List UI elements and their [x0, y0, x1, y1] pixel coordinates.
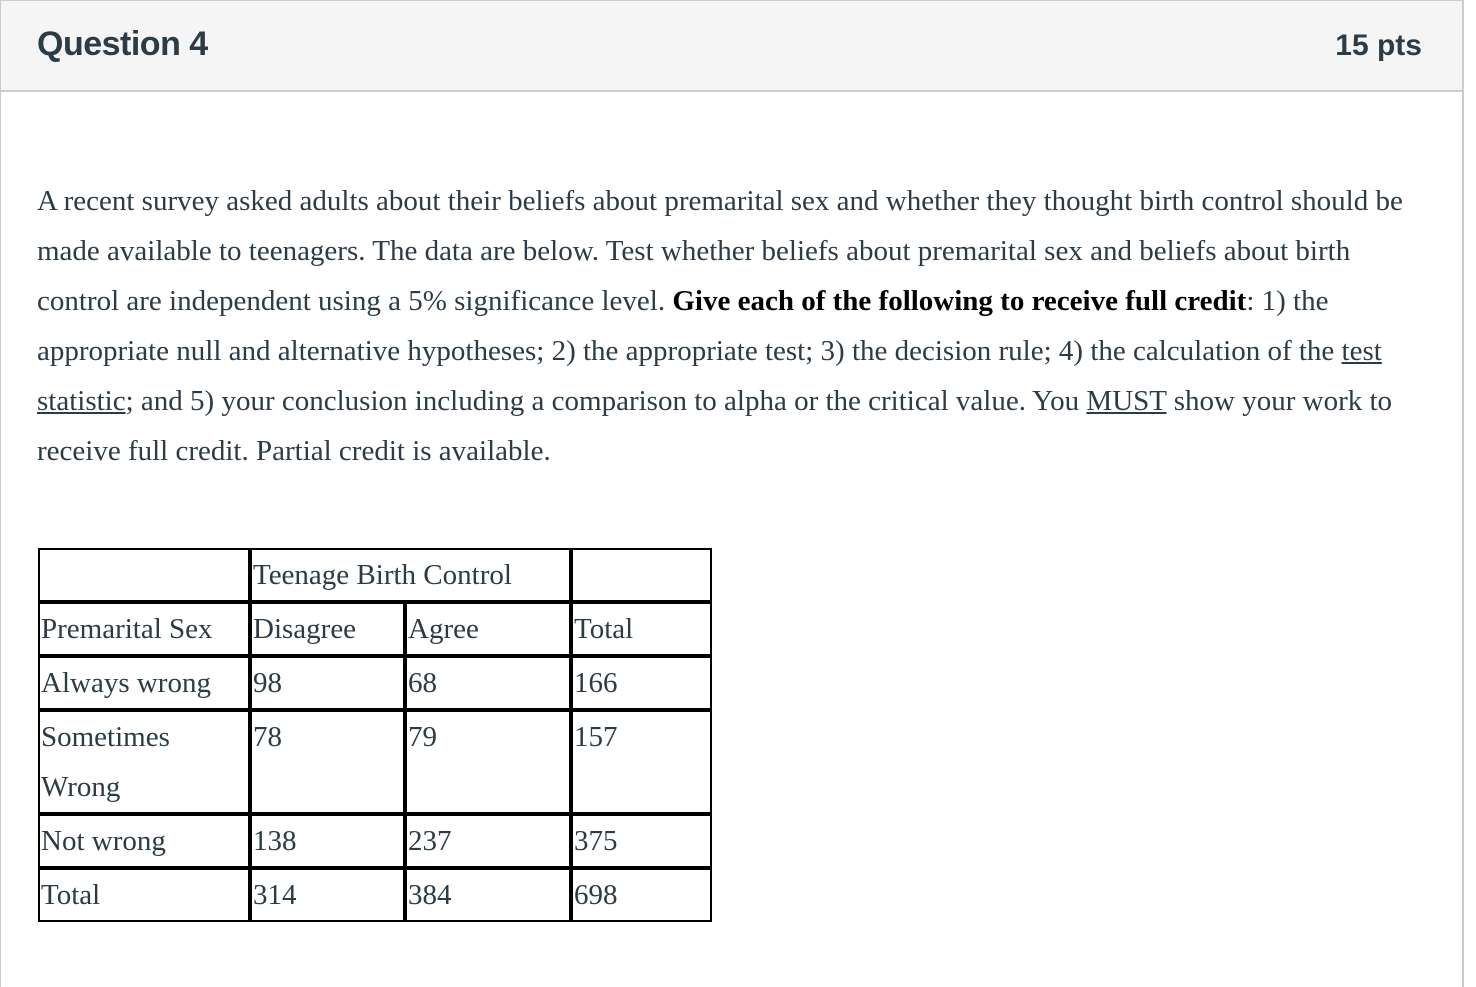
table-row [38, 868, 712, 922]
table-cell: 698 [571, 868, 712, 922]
table-cell: 68 [405, 656, 571, 710]
question-points: 15 pts [1335, 29, 1422, 62]
table-empty-cell [38, 548, 250, 602]
table-row [38, 814, 712, 868]
table-cell: 375 [571, 814, 712, 868]
table-empty-cell [571, 548, 712, 602]
table-row [38, 656, 712, 710]
prompt-underline-must: MUST [1086, 385, 1167, 417]
table-header-cell: Total [571, 602, 712, 656]
table-header-cell: Premarital Sex [38, 602, 250, 656]
contingency-table [38, 548, 712, 922]
table-cell: Total [38, 868, 250, 922]
prompt-text-3: ; and 5) your conclusion including a comparison to alpha or the critical value. You [125, 385, 1087, 417]
prompt-text-1: A recent survey asked adults about their beliefs about premarital sex and whether they thought birth control should be made available to teenagers. The data are below. Test whether beliefs about premarital sex and beliefs about birth control are independent using a 5% significance level. [37, 185, 1403, 317]
table-cell: 166 [571, 656, 712, 710]
table-cell: 78 [250, 710, 405, 814]
table-cell: 314 [250, 868, 405, 922]
question-prompt [37, 176, 1432, 476]
table-cell: Always wrong [38, 656, 250, 710]
table-cell: 157 [571, 710, 712, 814]
table-cell: Not wrong [38, 814, 250, 868]
prompt-text-2: : 1) the appropriate null and alternative hypotheses; 2) the appropriate test; 3) the decision rule; 4) the calculation of the [37, 285, 1342, 367]
table-cell: 237 [405, 814, 571, 868]
table-cell: 384 [405, 868, 571, 922]
table-group-header: Teenage Birth Control [250, 548, 571, 602]
prompt-bold: Give each of the following to receive full credit [672, 285, 1247, 317]
prompt-underline-test-statistic: test statistic [37, 335, 1382, 417]
table-header-cell: Disagree [250, 602, 405, 656]
question-title: Question 4 [37, 25, 208, 63]
table-cell: 79 [405, 710, 571, 814]
question-header [1, 1, 1462, 92]
table-cell: 138 [250, 814, 405, 868]
table-header-cell: Agree [405, 602, 571, 656]
table-group-header-row [38, 548, 712, 602]
table-cell: 98 [250, 656, 405, 710]
table-header-row [38, 602, 712, 656]
table-cell: Sometimes Wrong [38, 710, 250, 814]
prompt-text-4: show your work to receive full credit. Partial credit is available. [37, 385, 1393, 467]
table-row [38, 710, 712, 814]
